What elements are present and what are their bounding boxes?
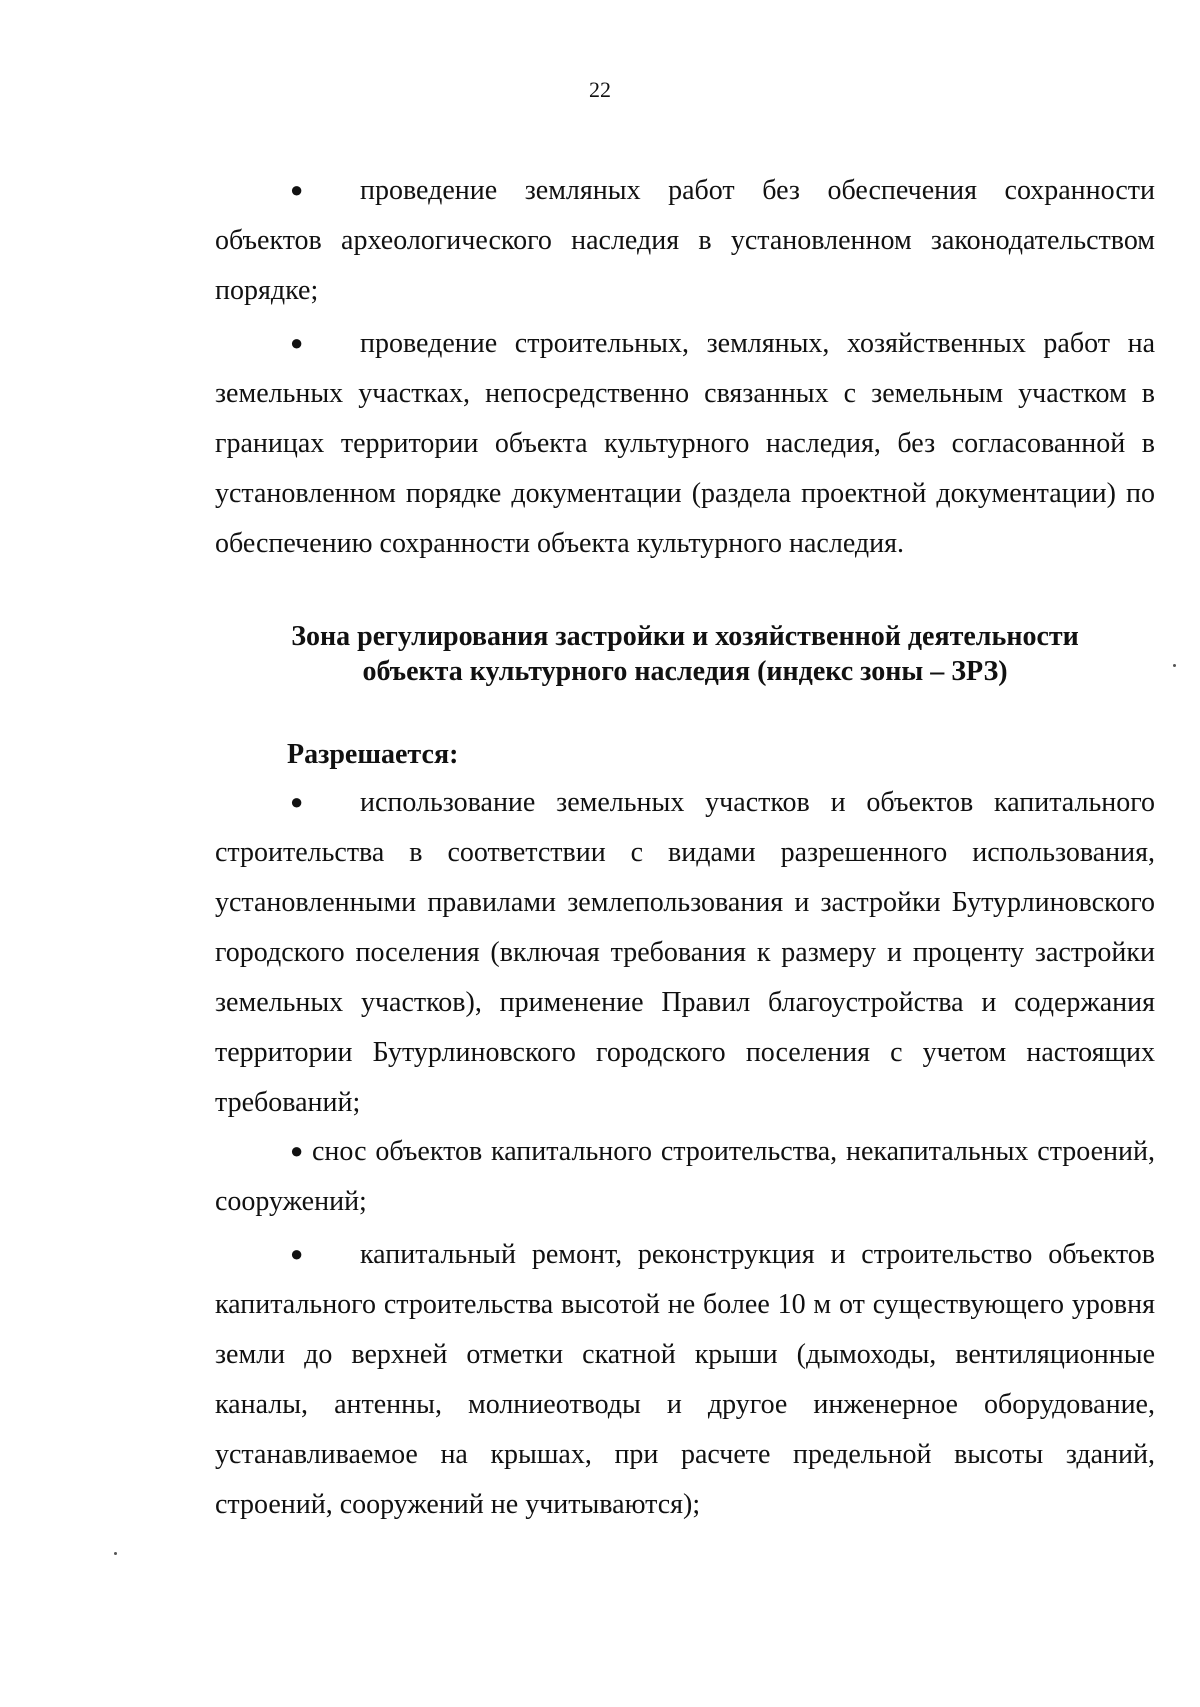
section-heading-line-1: Зона регулирования застройки и хозяйственной деятельности	[291, 621, 1079, 652]
list-item	[215, 777, 1155, 1128]
list-item-text: проведение строительных, земляных, хозяйственных работ на земельных участках, непосредственно связанных с земельным участком в границах территории объекта культурного наследия, без согласованной в установленном порядке документации (раздела проектной документации) по обеспечению сохранности объекта культурного наследия.	[215, 328, 1155, 559]
list-item	[215, 1126, 1155, 1227]
list-item-text: проведение земляных работ без обеспечения сохранности объектов археологического наследия в установленном законодательством порядке;	[215, 175, 1155, 306]
scan-speck	[114, 1552, 117, 1555]
list-item	[215, 1229, 1155, 1530]
bullet-icon: ●	[290, 330, 304, 355]
bullet-icon: ●	[290, 789, 304, 814]
section-subheading: Разрешается:	[287, 739, 459, 770]
bullet-icon: ●	[290, 1138, 304, 1163]
bullet-icon: ●	[290, 1241, 304, 1266]
bullet-icon: ●	[290, 177, 304, 202]
list-item-text: снос объектов капитального строительства, некапитальных строений, сооружений;	[215, 1136, 1155, 1217]
list-item-text: капитальный ремонт, реконструкция и строительство объектов капитального строительства высотой не более 10 м от существующего уровня земли до верхней отметки скатной крыши (дымоходы, вентиляционные каналы, антенны, молниеотводы и другое инженерное оборудование, устанавливаемое на крышах, при расчете предельной высоты зданий, строений, сооружений не учитываются);	[215, 1239, 1155, 1520]
section-heading-line-2: объекта культурного наследия (индекс зоны – ЗРЗ)	[362, 656, 1008, 687]
list-item	[215, 165, 1155, 316]
list-item-text: использование земельных участков и объектов капитального строительства в соответствии с видами разрешенного использования, установленными правилами землепользования и застройки Бутурлиновского городского поселения (включая требования к размеру и проценту застройки земельных участков), применение Правил благоустройства и содержания территории Бутурлиновского городского поселения с учетом настоящих требований;	[215, 787, 1155, 1118]
scan-speck	[1173, 664, 1176, 667]
list-item	[215, 318, 1155, 569]
page-number: 22	[589, 77, 611, 102]
